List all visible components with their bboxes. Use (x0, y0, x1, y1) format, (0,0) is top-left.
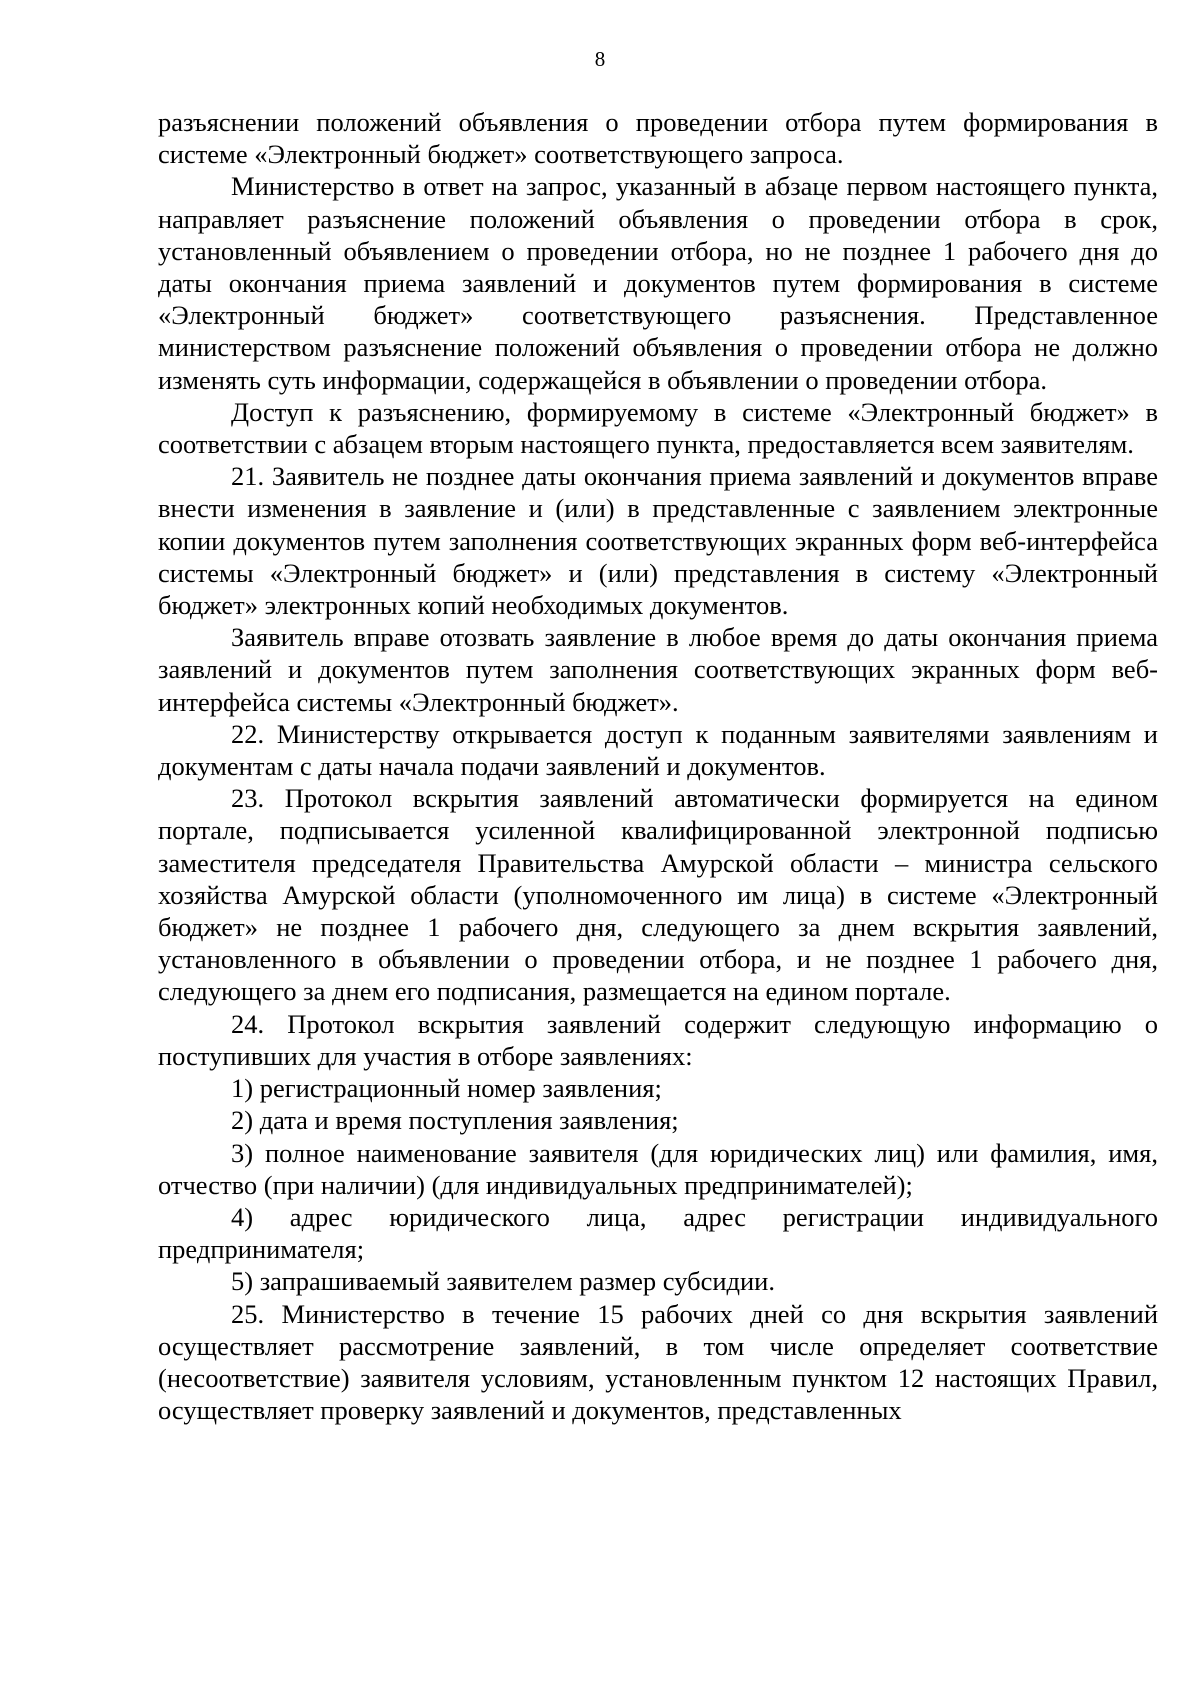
paragraph-item-23: 23. Протокол вскрытия заявлений автоматически формируется на едином портале, подписывается усиленной квалифицированной электронной подписью заместителя председателя Правительства Амурской области – министра сельского хозяйства Амурской области (уполномоченного им лица) в системе «Электронный бюджет» не позднее 1 рабочего дня, следующего за днем вскрытия заявлений, установленного в объявлении о проведении отбора, и не позднее 1 рабочего дня, следующего за днем его подписания, размещается на едином портале. (158, 783, 1158, 1007)
paragraph-access-to-clarification: Доступ к разъяснению, формируемому в системе «Электронный бюджет» в соответствии с абзацем вторым настоящего пункта, предоставляется всем заявителям. (158, 396, 1158, 460)
paragraph-item-25: 25. Министерство в течение 15 рабочих дней со дня вскрытия заявлений осуществляет рассмотрение заявлений, в том числе определяет соответствие (несоответствие) заявителя условиям, установленным пунктом 12 настоящих Правил, осуществляет проверку заявлений и документов, представленных (158, 1298, 1158, 1426)
list-item-5: 5) запрашиваемый заявителем размер субсидии. (231, 1266, 775, 1297)
list-item-4: 4) адрес юридического лица, адрес регистрации индивидуального предпринимателя; (158, 1201, 1158, 1265)
paragraph-ministry-response: Министерство в ответ на запрос, указанный в абзаце первом настоящего пункта, направляет разъяснение положений объявления о проведении отбора в срок, установленный объявлением о проведении отбора, но не позднее 1 рабочего дня до даты окончания приема заявлений и документов путем формирования в системе «Электронный бюджет» соответствующего разъяснения. Представленное министерством разъяснение положений объявления о проведении отбора не должно изменять суть информации, содержащейся в объявлении о проведении отбора. (158, 171, 1158, 395)
paragraph-item-24: 24. Протокол вскрытия заявлений содержит следующую информацию о поступивших для участия в отборе заявлениях: (158, 1008, 1158, 1071)
paragraph-item-21: 21. Заявитель не позднее даты окончания приема заявлений и документов вправе внести изменения в заявление и (или) в представленные с заявлением электронные копии документов путем заполнения соответствующих экранных форм веб-интерфейса системы «Электронный бюджет» и (или) представления в систему «Электронный бюджет» электронных копий необходимых документов. (158, 461, 1158, 621)
paragraph-continuation: разъяснении положений объявления о проведении отбора путем формирования в системе «Электронный бюджет» соответствующего запроса. (158, 107, 1158, 170)
list-item-2: 2) дата и время поступления заявления; (231, 1105, 679, 1136)
paragraph-withdraw-application: Заявитель вправе отозвать заявление в любое время до даты окончания приема заявлений и документов путем заполнения соответствующих экранных форм веб-интерфейса системы «Электронный бюджет». (158, 622, 1158, 717)
paragraph-item-22: 22. Министерству открывается доступ к поданным заявителями заявлениям и документам с даты начала подачи заявлений и документов. (158, 718, 1158, 782)
list-item-1: 1) регистрационный номер заявления; (231, 1073, 662, 1104)
document-body (158, 106, 1158, 1426)
list-item-3: 3) полное наименование заявителя (для юридических лиц) или фамилия, имя, отчество (при наличии) (для индивидуальных предпринимателей); (158, 1137, 1158, 1200)
page-number: 8 (594, 47, 606, 71)
